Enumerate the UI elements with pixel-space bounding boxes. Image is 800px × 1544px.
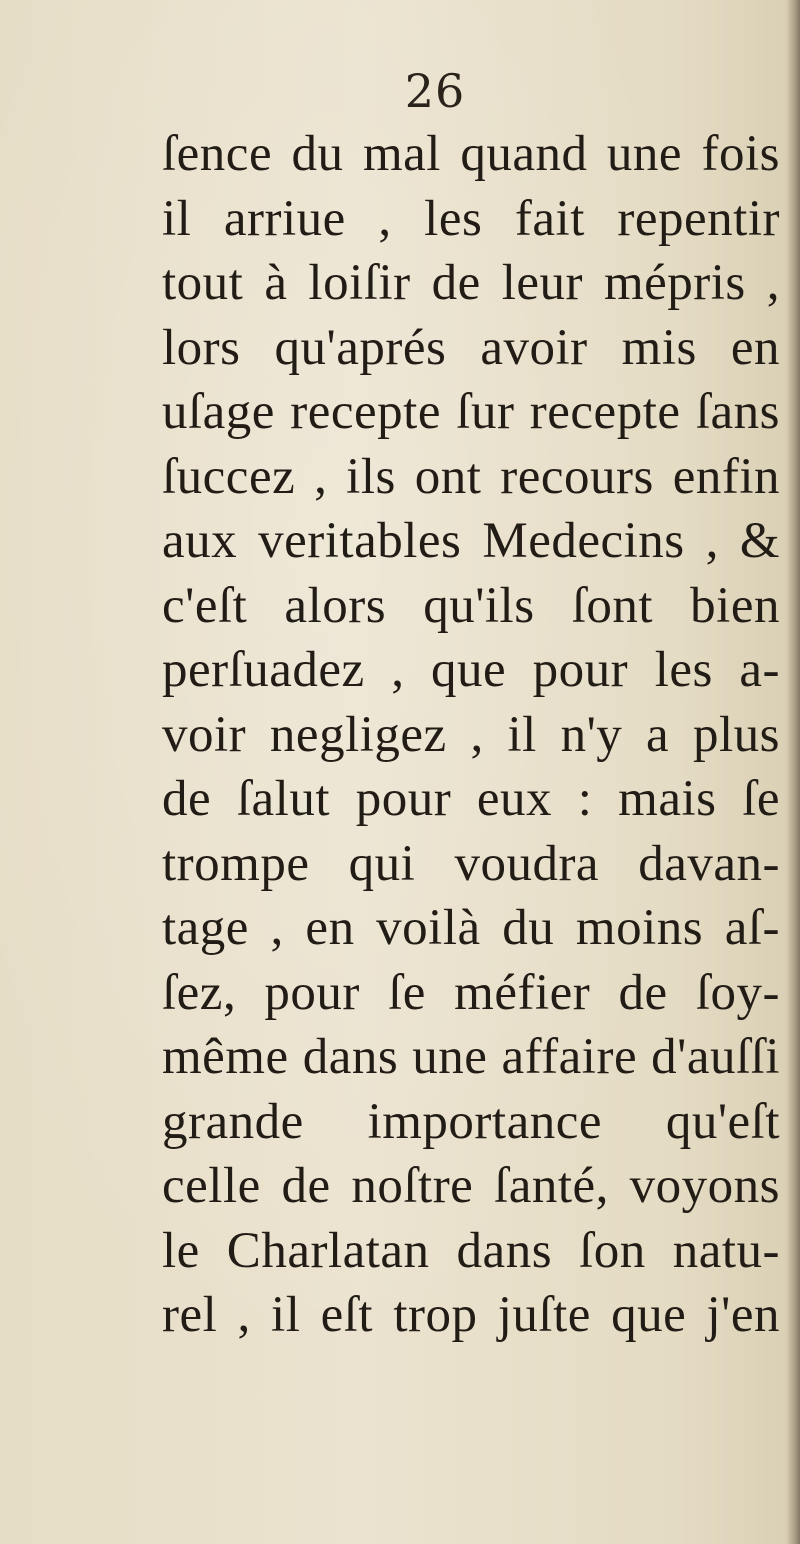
- text-line: lors qu'aprés avoir mis en: [162, 319, 780, 376]
- text-line: il arriue , les fait repentir: [162, 190, 780, 247]
- text-line: même dans une affaire d'auſſi: [162, 1029, 780, 1085]
- text-line: ſuccez , ils ont recours enfin: [162, 448, 780, 505]
- text-line: uſage recepte ſur recepte ſans: [162, 384, 780, 440]
- text-line: perſuadez , que pour les a-: [162, 642, 780, 698]
- text-line: trompe qui voudra davan-: [162, 835, 780, 892]
- text-line: c'eſt alors qu'ils ſont bien: [162, 577, 780, 634]
- text-line: rel , il eſt trop juſte que j'en: [162, 1287, 780, 1343]
- text-line: voir negligez , il n'y a plus: [162, 706, 780, 763]
- body-text: [162, 122, 780, 1348]
- text-line: celle de noſtre ſanté, voyons: [162, 1158, 780, 1214]
- text-line: ſez, pour ſe méfier de ſoy-: [162, 964, 780, 1021]
- text-line: grande importance qu'eſt: [162, 1093, 780, 1150]
- text-line: le Charlatan dans ſon natu-: [162, 1222, 780, 1279]
- text-line: de ſalut pour eux : mais ſe: [162, 771, 780, 827]
- page-spine-shadow: [786, 0, 800, 1544]
- text-line: aux veritables Medecins , &: [162, 513, 780, 569]
- text-line: tage , en voilà du moins aſ-: [162, 900, 780, 956]
- text-line: ſence du mal quand une fois: [162, 126, 780, 182]
- text-line: tout à loiſir de leur mépris ,: [162, 255, 780, 311]
- page-number: 26: [404, 64, 466, 118]
